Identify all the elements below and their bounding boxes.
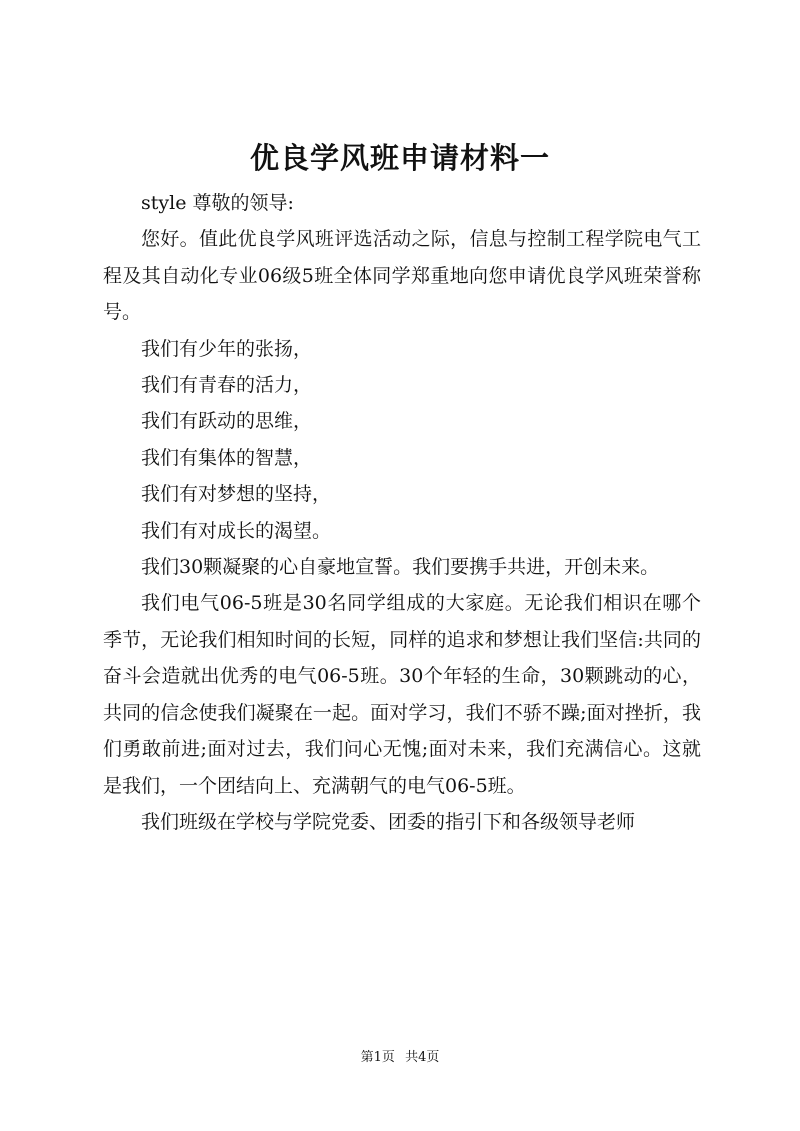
poem-line: 我们有少年的张扬，	[141, 337, 313, 360]
page-footer	[0, 1049, 800, 1067]
page-total: 共4页	[405, 1050, 440, 1065]
poem-line: 我们有青春的活力，	[141, 374, 313, 397]
document-body	[103, 185, 701, 840]
paragraph: 我们电气06-5班是30名同学组成的大家庭。无论我们相识在哪个季节，无论我们相知时间的长短，同样的追求和梦想让我们坚信:共同的奋斗会造就出优秀的电气06-5班。30个年轻的生命，30颗跳动的心，共同的信念使我们凝聚在一起。面对学习，我们不骄不躁;面对挫折，我们勇敢前进;面对过去，我们问心无愧;面对未来，我们充满信心。这就是我们，一个团结向上、充满朝气的电气06-5班。	[103, 592, 701, 797]
poem-line: 我们有对成长的渴望。	[141, 519, 332, 542]
poem-line: 我们有对梦想的坚持，	[141, 483, 332, 506]
paragraph: 您好。值此优良学风班评选活动之际，信息与控制工程学院电气工程及其自动化专业06级5班全体同学郑重地向您申请优良学风班荣誉称号。	[103, 228, 701, 324]
page-number: 第1页	[360, 1050, 395, 1065]
paragraph: 我们30颗凝聚的心自豪地宣誓。我们要携手共进，开创未来。	[141, 556, 660, 579]
poem-line: 我们有跃动的思维，	[141, 410, 313, 433]
poem-line: 我们有集体的智慧，	[141, 446, 313, 469]
page-title: 优良学风班申请材料一	[249, 141, 550, 175]
paragraph: 我们班级在学校与学院党委、团委的指引下和各级领导老师	[141, 810, 636, 833]
salutation: style 尊敬的领导:	[141, 192, 294, 214]
